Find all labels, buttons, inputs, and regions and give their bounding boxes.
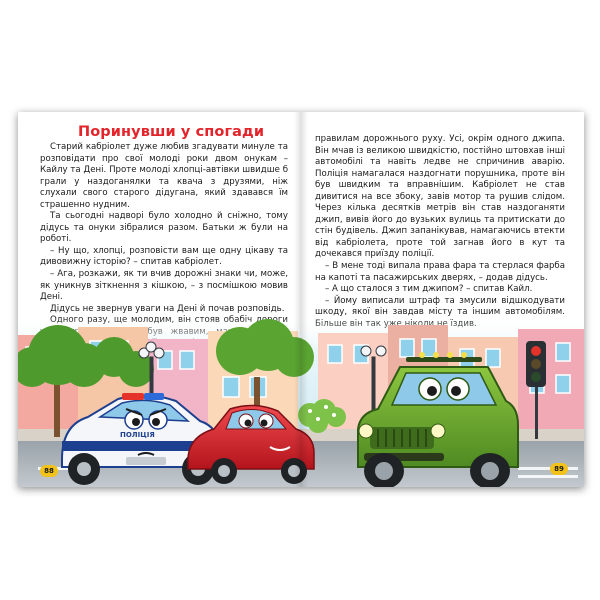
police-label: ПОЛІЦІЯ [120, 431, 155, 439]
paragraph: Та сьогодні надворі було холодно й сніжно, тому дідусь та онуки зібралися разом. Батьки ж були на роботі. [40, 211, 288, 245]
paragraph: Дідусь не звернув уваги на Дені й почав розповідь. [50, 303, 285, 314]
paragraph: – В мене тоді випала права фара та стерлася фарба на капоті та пасажирських дверях, – додав дідусь. [315, 261, 565, 283]
paragraph: Старий кабріолет дуже любив згадувати минуле та розповідати про свої молоді роки двом онукам – Кайлу та Дені. Проте молоді хлопці-автівки швидше б грали у наздоганялки та квача з друзями, ніж слухали свого старого дідугана, який здавався їм страшенно нудним. [40, 142, 288, 210]
book-gutter [294, 112, 308, 487]
paragraph: – А що сталося з тим джипом? – спитав Кайл. [325, 284, 533, 295]
paragraph: – Ага, розкажи, як ти вчив дорожні знаки чи, може, як уникнув зіткнення з кішкою, – з посмішкою мовив Дені. [40, 269, 288, 303]
right-page-text [315, 134, 565, 330]
page-number-left: 88 [40, 465, 58, 477]
paragraph: правилам дорожнього руху. Усі, окрім одного джипа. Він мчав із великою швидкістю, постійно штовхав інші автомобілі та навіть ледве не спричинив аварію. Поліція намагалася наздогнати порушника, проте він був швидким та вправнішим. Кабріолет не став дивитися на все збоку, завів мотор та рушив слідом. Через кілька десятків метрів він став наздоганяти джип, вивів його до вузьких вулиць та притискати до стін будівель. Джип запанікував, намагаючись втекти від кабріолета, проте той загнав його в кут та дочекався приїзду поліції. [315, 134, 565, 260]
page-number-right: 89 [550, 463, 568, 475]
story-title: Поринувши у спогади [78, 124, 265, 140]
book-spread [18, 112, 584, 487]
paragraph: – Йому виписали штраф та змусили відшкодувати шкоду, якої він завдав місту та іншим автомобілям. [315, 295, 565, 318]
paragraph: – Ну що, хлопці, розповісти вам ще одну цікаву та дивовижну історію? – спитав кабріолет. [40, 245, 288, 268]
